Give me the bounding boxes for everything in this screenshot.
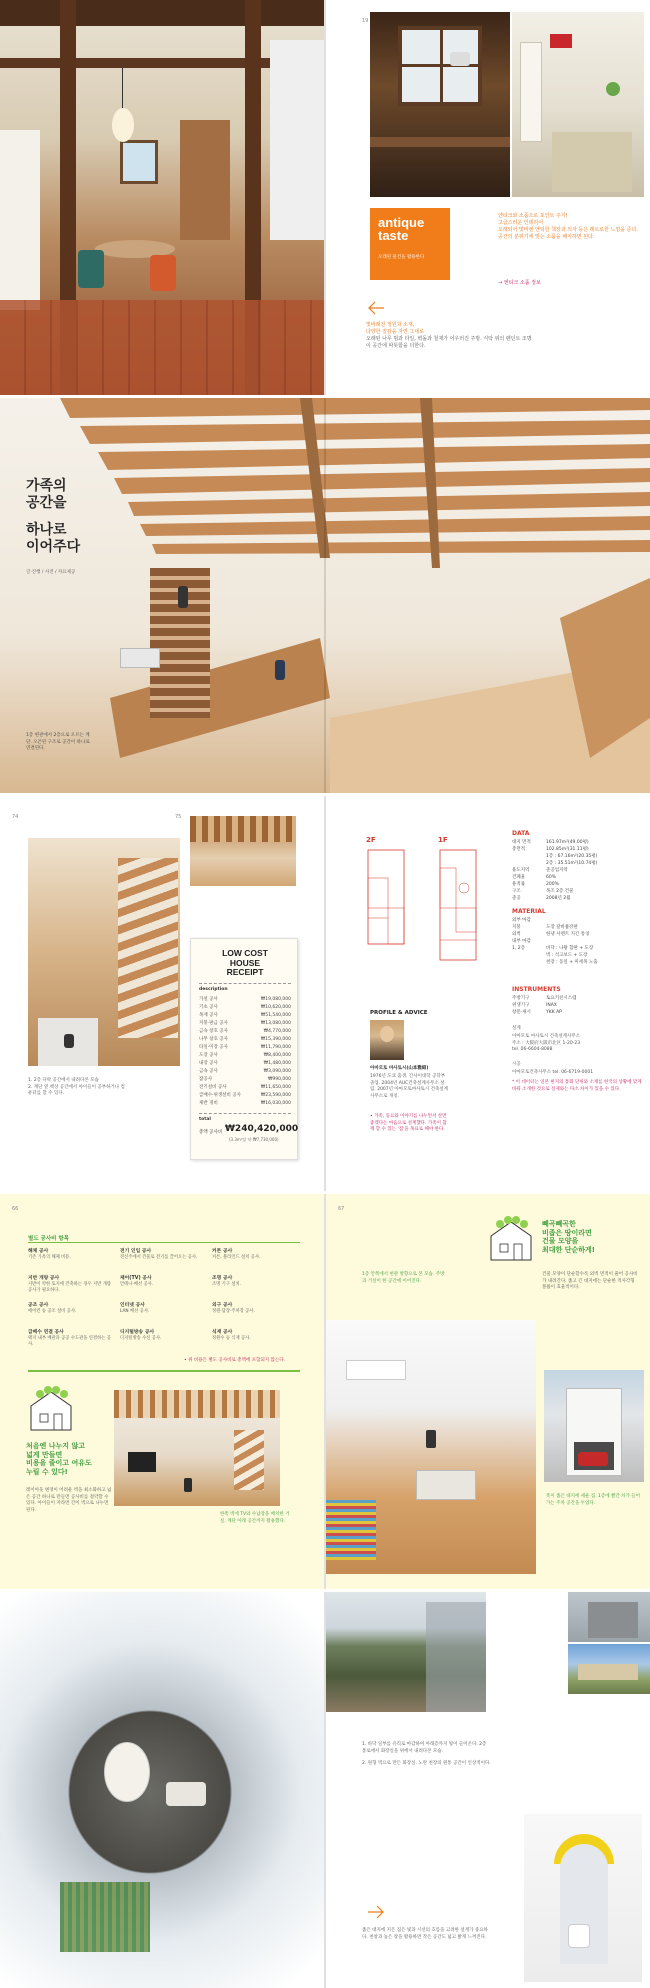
floor-plan-1f — [436, 848, 480, 964]
list-header: 별도 공사비 항목 — [28, 1236, 70, 1242]
receipt-amount: ₩19,080,000 — [260, 997, 291, 1002]
data-row-value: 161.97m²(49.00평) — [546, 840, 589, 845]
receipt-header: description — [199, 987, 228, 992]
kitchen-photo — [512, 12, 644, 197]
data-row-label: 용적률 — [512, 882, 526, 887]
receipt-item: 잡공사 — [199, 1077, 213, 1082]
receipt-item: 나무 창호 공사 — [199, 1037, 228, 1042]
spread2-credits: 글·진행 / 사진 / 자료제공 — [26, 570, 76, 575]
data-row-value: 2008년 2월 — [546, 896, 571, 901]
instrument-row-value: YKK AP — [546, 1010, 562, 1015]
material-row-value: 바닥 : 나왕 합판 + 도장 — [546, 946, 594, 951]
instrument-row-value: 토요키친시스템 — [546, 996, 577, 1001]
list-note: • 위 비용은 별도 공사비로 총액에 포함되지 않는다. — [184, 1358, 286, 1363]
left-text: 레이아웃 변경이 어려운 벽을 최소화하고 넓은 공간 하나로 만들면 공사비를 절약할 수 있다. 아이들이 자라면 간이 벽으로 나누면 된다. — [26, 1488, 112, 1513]
gutter — [324, 398, 326, 793]
receipt-item: 금속 공사 — [199, 1069, 218, 1074]
receipt-item: 기초 공사 — [199, 1005, 218, 1010]
photo-caption: 2. 원형 벽으로 만든 화장실. 노란 천장의 원통 공간이 인상적이다. — [362, 1761, 491, 1766]
plan-1f-label: 1F — [438, 836, 448, 844]
spread2-caption: 1층 현관에서 2층으로 오르는 계단. 오픈된 구조로 공간이 하나로 연결된다. — [26, 733, 90, 751]
right-caption-text: 엔티크와 소품으로 포인트 주기! 고급스러운 인테리어 오래되어 빛바랜 앤틱한 책장과 의자 등은 레트로한 느낌을 준다. 공간의 분위기에 맞는 소품을 배치하면 된다. — [498, 213, 638, 240]
material-row-label: 외벽 — [512, 932, 521, 937]
right-heading: 빼곡빼곡한 비좁은 땅이라면 건물 모양을 최대한 단순하게! — [542, 1220, 595, 1254]
cost-list-item-text: 택지 내부 배관과 공공 수도관을 연결하는 공사. — [28, 1336, 111, 1347]
data-row-label: 총면적 — [512, 847, 526, 852]
receipt-amount: ₩1,480,000 — [263, 1061, 291, 1066]
floor-plan-2f — [364, 848, 408, 948]
antique-taste-box — [370, 208, 450, 280]
receipt-item: 도장 공사 — [199, 1053, 218, 1058]
data-row-value: 준공업지역 — [546, 868, 568, 873]
data-row-label: 건폐율 — [512, 875, 526, 880]
receipt-row — [199, 1100, 291, 1108]
left-photo-caption: 한쪽 벽에 TV와 수납장을 배치한 거실. 계단 아래 공간까지 활용했다. — [220, 1512, 290, 1524]
receipt-amount: ₩13,080,000 — [260, 1021, 291, 1026]
receipt-amount: ₩990,000 — [267, 1077, 291, 1082]
receipt-amount: ₩51,540,000 — [260, 1013, 291, 1018]
receipt-row — [199, 1004, 291, 1012]
receipt-total-note: (3.3m²당 약 ₩7,730,000) — [229, 1137, 279, 1142]
arrow-left-icon — [366, 298, 386, 318]
plan-2f-label: 2F — [366, 836, 376, 844]
data-row-label — [512, 853, 546, 860]
receipt-amount: ₩16,030,000 — [260, 1101, 291, 1106]
page-right-data — [326, 796, 650, 1191]
title-line-4: 하나로 — [26, 522, 67, 538]
spread3-caption: 1. 2층 다락 공간에서 내려다본 모습 2. 계단 옆 책상 공간에서 아이들이 공부하거나 컴퓨터를 할 수 있다. — [28, 1078, 125, 1096]
receipt-amount: ₩15,390,000 — [260, 1037, 291, 1042]
data-row — [512, 860, 642, 867]
data-row-label — [512, 860, 546, 867]
antique-taste-title: antique taste — [378, 215, 425, 243]
cost-list-item-text: LAN 배선 공사. — [120, 1309, 150, 1314]
instruments-rows — [512, 995, 642, 1016]
receipt-row — [199, 1076, 291, 1084]
architect-portrait — [370, 1020, 404, 1060]
title-line-1: 가족의 — [26, 478, 67, 494]
receipt-total-amount: ₩240,420,000 — [225, 1124, 299, 1134]
cost-list-item — [120, 1248, 206, 1261]
data-row-value: 60% — [546, 875, 557, 880]
cost-list-item-title: 인터넷 공사 — [120, 1303, 145, 1308]
cost-list-item — [212, 1329, 298, 1342]
data-footnote: * 이 데이터는 일본 현지의 통화 단위와 소재를 한국의 상황에 맞게 바꿔 소개한 것으로 실제와는 다소 차이가 있을 수 있다. — [512, 1080, 642, 1092]
profile-advice: • 가족, 동료와 이야기를 나누면서 살면 좋겠다는 마음으로 설계했다. 가족이 함께 할 수 있는 '집'을 목표로 해야 한다. — [370, 1114, 447, 1132]
cost-list-item — [120, 1275, 206, 1288]
receipt-row — [199, 1020, 291, 1028]
cost-list-item-title: 디지털방송 공사 — [120, 1330, 155, 1335]
material-row — [512, 917, 642, 924]
cost-list-item — [28, 1275, 114, 1294]
instrument-row — [512, 1002, 642, 1009]
receipt-item: 타일·미장 공사 — [199, 1045, 228, 1050]
receipt-total-sub: 총액 공사비 — [199, 1130, 223, 1135]
page-right-antique — [326, 0, 650, 395]
builder-text: 아마모토건축사무소 tel. 06-6719-0001 — [512, 1070, 594, 1075]
title-line-2: 공간을 — [26, 495, 67, 511]
cost-list-item-title: 제어(TV) 공사 — [120, 1276, 152, 1281]
cost-list-item-text: 정원수 등 식재 공사. — [212, 1336, 251, 1341]
spread-3 — [0, 796, 650, 1191]
material-row — [512, 931, 642, 938]
cost-list-item-title: 공조 공사 — [28, 1303, 49, 1308]
photo-caption: 1. 바닥 일부를 유리로 마감하여 아래층까지 빛이 들어온다. 2층 통로에서 화장실을 위에서 내려다본 모습. — [362, 1742, 487, 1754]
cost-list-item — [212, 1302, 298, 1315]
office-text: 아마모토 마사토시 건축설계사무소 주소 : 大阪府大阪市北区 1-20-23 tel. 06-6604-8088 — [512, 1034, 581, 1052]
profile-name: 아마모토 마사토시(山本雅紹) — [370, 1066, 429, 1071]
data-row-value: 200% — [546, 882, 559, 887]
receipt-item: 가설 공사 — [199, 997, 218, 1002]
material-row-label: 1, 2층 — [512, 946, 525, 951]
cost-list-item-text: 전신주에서 건물로 전기를 끌어오는 공사. — [120, 1255, 198, 1260]
spread-5 — [0, 1592, 650, 1988]
right-green-note: 1층 안쪽에서 현관 방향으로 본 모습. 주방과 거실이 한 공간에 이어진다. — [362, 1272, 445, 1284]
builder-label: 시공 — [512, 1062, 521, 1067]
spread5-captions — [362, 1742, 492, 1774]
receipt-item: 전기설비 공사 — [199, 1085, 227, 1090]
data-row — [512, 888, 642, 895]
instrument-row — [512, 995, 642, 1002]
receipt-row — [199, 1084, 291, 1092]
data-row — [512, 881, 642, 888]
instrument-row-label: 위생기구 — [512, 1003, 530, 1008]
data-row — [512, 839, 642, 846]
cost-list-item — [28, 1329, 114, 1348]
material-header: MATERIAL — [512, 908, 546, 915]
cost-list-item — [212, 1275, 298, 1288]
page-number-left: 66 — [12, 1206, 19, 1212]
exterior-photo-top — [568, 1592, 650, 1642]
spread2-title — [26, 478, 80, 556]
receipt-amount: ₩3,090,000 — [263, 1069, 291, 1074]
material-row — [512, 952, 642, 959]
receipt-amount: ₩8,400,000 — [263, 1053, 291, 1058]
house-exterior-photo — [544, 1370, 644, 1482]
office-label: 설계 — [512, 1026, 521, 1031]
instrument-row-label: 창문·새시 — [512, 1010, 531, 1015]
receipt-row — [199, 1092, 291, 1100]
data-row-value: 목조 2층 건물 — [546, 889, 574, 894]
material-row — [512, 959, 642, 966]
page-number-right: 67 — [338, 1206, 345, 1212]
receipt-amount: ₩10,620,000 — [260, 1005, 291, 1010]
receipt-row — [199, 1036, 291, 1044]
material-row-label: 내부 마감 — [512, 939, 531, 944]
cost-list-item-title: 커튼 공사 — [212, 1249, 233, 1254]
cost-list-item — [28, 1248, 114, 1261]
profile-text: 1976년 도쿄 출생. 간사이대학 공학부 졸업. 2004년 AUC건축설계사무소 설립. 2007년 아마모토마사토시 건축설계사무소로 개칭. — [370, 1074, 449, 1099]
cost-list-item — [212, 1248, 298, 1261]
cost-list-item-text: 지반이 약한 토지에 건축하는 경우 지반 개량 공사가 필요하다. — [28, 1282, 111, 1293]
page-left-receipt — [0, 796, 324, 1191]
house-icon — [486, 1214, 536, 1264]
data-row-label: 대지 면적 — [512, 840, 531, 845]
material-rows — [512, 917, 642, 966]
window-desk-photo — [370, 12, 510, 197]
field-view-photo — [326, 1592, 486, 1712]
data-row-label: 준공 — [512, 896, 521, 901]
receipt-total-label: total — [199, 1117, 211, 1122]
cost-list-item-text: 정원·담장·주차장 공사. — [212, 1309, 255, 1314]
instrument-row-value: INAX — [546, 1003, 557, 1008]
data-row — [512, 846, 642, 853]
receipt-amount: ₩11,790,000 — [260, 1045, 291, 1050]
house-icon — [26, 1384, 76, 1434]
material-row-value: 도장 갈바륨강판 — [546, 925, 578, 930]
exterior-photo-bottom — [568, 1644, 650, 1694]
page-left-costs — [0, 1194, 324, 1589]
data-row — [512, 874, 642, 881]
material-row — [512, 945, 642, 952]
data-row-label: 용도지역 — [512, 868, 530, 873]
material-row — [512, 938, 642, 945]
cost-list-item — [120, 1329, 206, 1342]
data-row-value: 2층 : 35.51m²(10.74평) — [546, 861, 598, 866]
receipt-item: 급배수·위생설비 공사 — [199, 1093, 241, 1098]
data-row — [512, 895, 642, 902]
cost-list-item-title: 외구 공사 — [212, 1303, 233, 1308]
left-caption-text: 오래된 나무 빔과 타일, 벽돌과 철재가 어우러진 주방. 식탁 위의 펜던트 조명이 공간에 따뜻함을 더한다. — [366, 336, 532, 349]
cost-receipt — [190, 938, 298, 1160]
cost-list-item-text: 안테나·배선 공사. — [120, 1282, 154, 1287]
cost-list-item-title: 전기 인입 공사 — [120, 1249, 152, 1254]
material-row-label: 외부 마감 — [512, 918, 531, 923]
receipt-item: 내장 공사 — [199, 1061, 218, 1066]
title-line-5: 이어주다 — [26, 539, 81, 555]
data-header: DATA — [512, 830, 530, 837]
left-heading: 처음엔 나누지 않고 넓게 만들면 비용을 줄이고 여유도 누릴 수 있다! — [26, 1442, 92, 1476]
left-caption-title: 빛바래진 정원과 소재, 다양한 질감을 자연 그대로 — [366, 322, 424, 335]
receipt-row — [199, 996, 291, 1004]
receipt-title: LOW COST HOUSE RECEIPT — [222, 948, 268, 977]
page-left-dining-photo — [0, 0, 324, 395]
receipt-item: 목재 공사 — [199, 1013, 218, 1018]
material-row — [512, 924, 642, 931]
page-left-toilet-photo — [0, 1592, 324, 1988]
data-row-value: 102.85m²(31.11평) — [546, 847, 589, 852]
right-caption-link[interactable]: → 엔티크 소품 정보 — [498, 280, 541, 286]
material-row-value: 벽 : 석고보드 + 도장 — [546, 953, 588, 958]
page-number-right: 75 — [175, 814, 182, 820]
material-row-label: 지붕 — [512, 925, 521, 930]
cost-list-item — [28, 1302, 114, 1315]
cost-list-item-text: 기존 가옥의 해체 비용. — [28, 1255, 71, 1260]
cost-list-item-text: 에어컨 등 공조 설비 공사. — [28, 1309, 77, 1314]
profile-header: PROFILE & ADVICE — [370, 1010, 428, 1016]
receipt-row — [199, 1068, 291, 1076]
right-photo-caption: 폭이 좁은 대지에 세운 집. 1층에 빨간 차가 들어가는 주차 공간을 두었다. — [546, 1494, 640, 1506]
stairwell-photo — [28, 838, 180, 1066]
receipt-item: 금속 창호 공사 — [199, 1029, 228, 1034]
material-row-value: 한냉 사멘트 지긴 통칭 — [546, 932, 590, 937]
receipt-row — [199, 1044, 291, 1052]
receipt-item: 지붕·판금 공사 — [199, 1021, 228, 1026]
receipt-amount: ₩23,590,000 — [260, 1093, 291, 1098]
material-row-value: 천장 : 동일 + 미세목 노출 — [546, 960, 598, 965]
cost-list-item-title: 급배수 연결 공사 — [28, 1330, 64, 1335]
receipt-amount: ₩4,770,000 — [263, 1029, 291, 1034]
receipt-item: 제반 경비 — [199, 1101, 218, 1106]
cost-list-item-text: 커튼, 블라인드 설치 공사. — [212, 1255, 261, 1260]
dining-room-photo — [0, 0, 324, 395]
receipt-amount: ₩11,650,000 — [260, 1085, 291, 1090]
spread-4 — [0, 1194, 650, 1589]
interior-overhead-photo — [326, 1320, 536, 1574]
data-row — [512, 853, 642, 860]
right-text: 건물 모양이 단순할수록 외벽 면적이 줄어 공사비가 내려간다. 좁고 긴 대지에는 단순한 직사각형 볼륨이 효율적이다. — [542, 1272, 638, 1290]
yellow-tube-photo — [524, 1814, 642, 1982]
receipt-row — [199, 1052, 291, 1060]
page-number-left: 74 — [12, 814, 19, 820]
instrument-row — [512, 1009, 642, 1016]
cost-list-item-title: 지반 개량 공사 — [28, 1276, 60, 1281]
data-row — [512, 867, 642, 874]
receipt-row — [199, 1012, 291, 1020]
cost-list-item-title: 조명 공사 — [212, 1276, 233, 1281]
cost-list-item-title: 식재 공사 — [212, 1330, 233, 1335]
attic-photo — [190, 816, 296, 886]
cost-list-item-text: 조명 기구 설치. — [212, 1282, 242, 1287]
instrument-row-label: 주방기구 — [512, 996, 530, 1001]
cost-list — [28, 1248, 300, 1358]
toilet-overhead-photo — [0, 1592, 324, 1988]
instruments-header: INSTRUMENTS — [512, 986, 561, 993]
spread-1 — [0, 0, 650, 395]
receipt-row — [199, 1060, 291, 1068]
data-rows — [512, 839, 642, 902]
cost-list-item-title: 해체 공사 — [28, 1249, 49, 1254]
living-room-photo — [114, 1390, 280, 1506]
right-caption — [498, 206, 638, 241]
page-right-simple-shape — [326, 1194, 650, 1589]
material-row-label — [512, 959, 546, 966]
cost-list-item-text: 디지털방송 수신 공사. — [120, 1336, 162, 1341]
data-row-label: 구조 — [512, 889, 521, 894]
page-right-exterior — [326, 1592, 650, 1988]
data-row-value: 1층 : 67.16m²(20.35평) — [546, 854, 598, 859]
cost-list-item — [120, 1302, 206, 1315]
page-number: 19 — [362, 18, 369, 24]
receipt-row — [199, 1028, 291, 1036]
spread-2 — [0, 398, 650, 793]
receipt-rows — [199, 996, 291, 1108]
spread5-bottom-text: 좁은 대지에 지은 집은 빛과 시선의 흐름을 고려한 설계가 중요하다. 천창과 높은 창을 활용하면 작은 공간도 넓고 밝게 느껴진다. — [362, 1928, 488, 1940]
material-row-label — [512, 952, 546, 959]
antique-taste-subtitle: 오래된 물건을 활용한다 — [378, 255, 425, 260]
arrow-right-icon — [366, 1902, 386, 1922]
